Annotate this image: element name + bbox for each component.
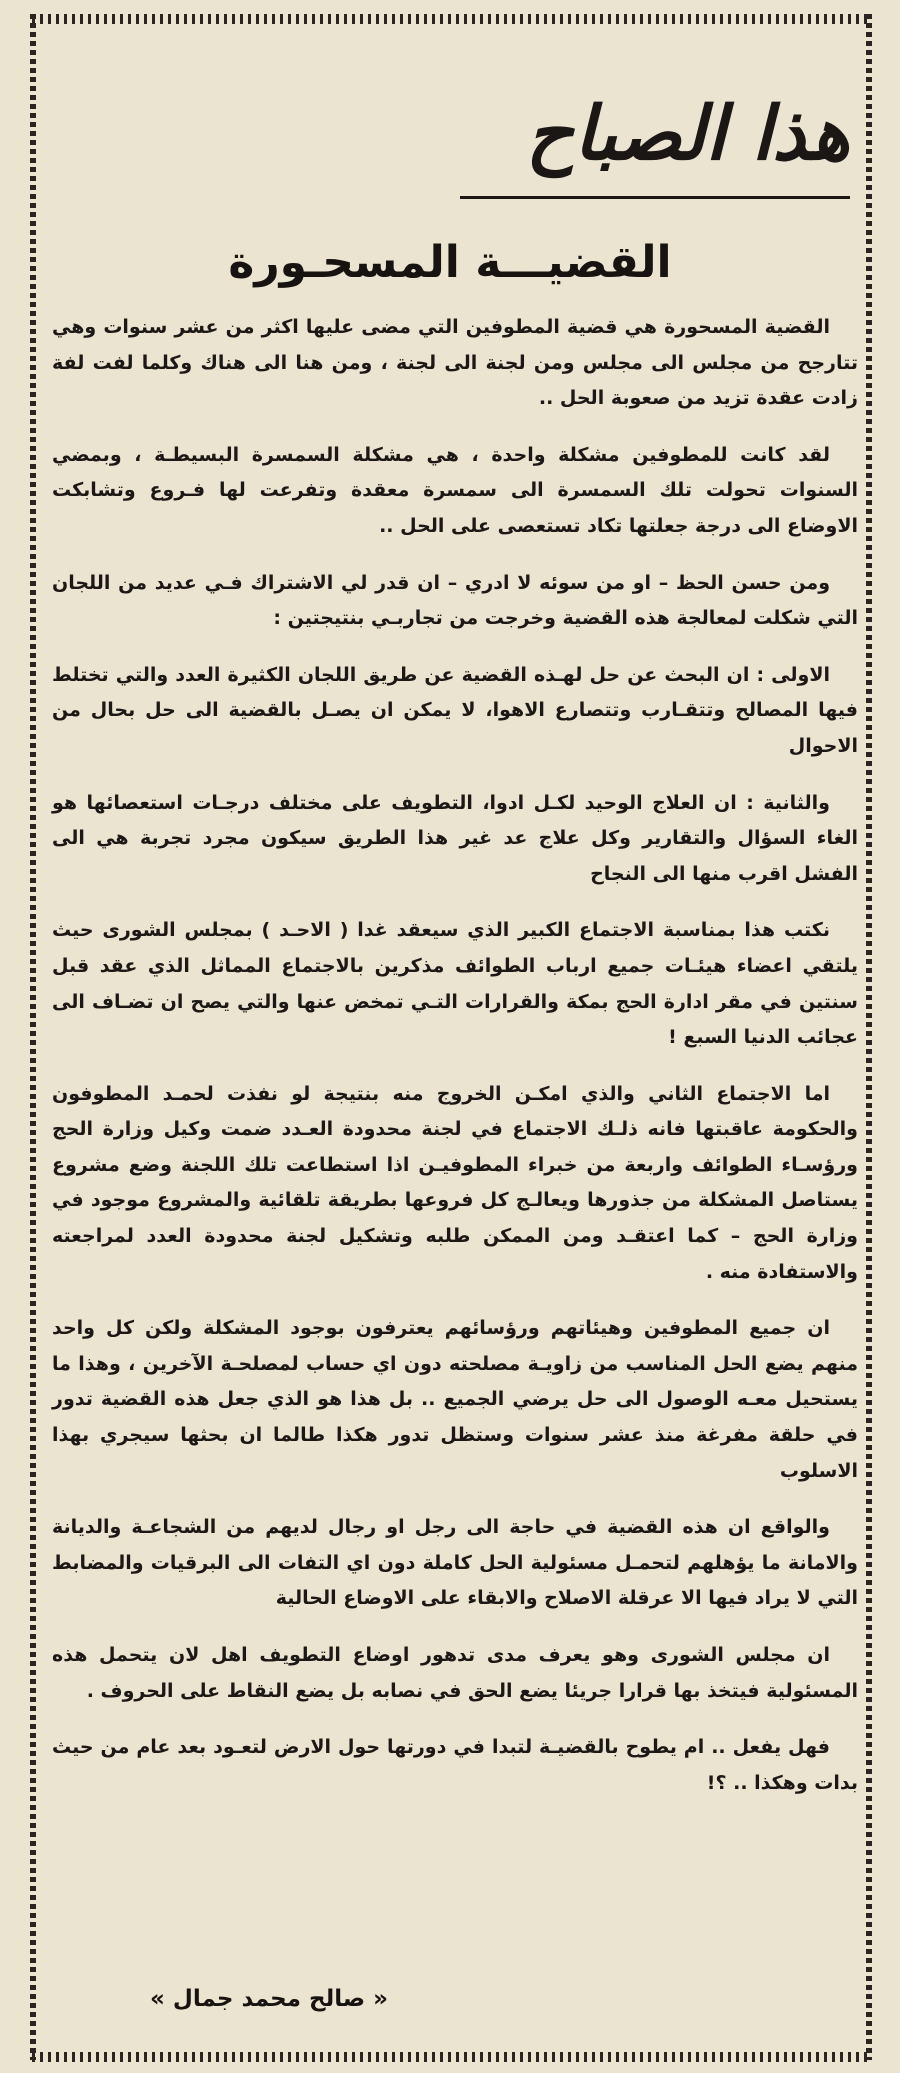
- article-headline: القضيـــة المسحـورة: [228, 237, 672, 288]
- dotted-border-bottom: [32, 2052, 868, 2062]
- dotted-border-top: [32, 14, 868, 24]
- masthead-underline: [460, 196, 850, 199]
- article-paragraph: لقد كانت للمطوفين مشكلة واحدة ، هي مشكلة السمسرة البسيطـة ، وبمضي السنوات تحولت تلك السمسرة الى سمسرة معقدة وتفرعت لها فـروع وتشابكت الاوضاع الى درجة جعلتها تكاد تستعصى على الحل ..: [52, 443, 858, 537]
- column-masthead: [440, 78, 850, 208]
- article-paragraph: والواقع ان هذه القضية في حاجة الى رجل او رجال لديهم من الشجاعـة والديانة والامانة ما يؤهلهم لتحمـل مسئولية الحل كاملة دون اي التفات الى البرقيات والمضابط التي لا يراد فيها الا عرقلة الاصلاح والابقاء على الاوضاع الحالية: [52, 1516, 858, 1610]
- masthead-title: هذا الصباح: [525, 91, 850, 177]
- article-paragraph: اما الاجتماع الثاني والذي امكـن الخروج منه بنتيجة لو نفذت لحمـد المطوفون والحكومة عاقبتها فانه ذلـك الاجتماع في لجنة محدودة العـدد ضمت وكيل وزارة الحج ورؤسـاء الطوائف واربعة من خبراء المطوفيـن اذا استطاعت تلك اللجنة وضع مشروع يستاصل المشكلة من جذورها ويعالـج كل فروعها بطريقة تلقائية والمشروع موجود في وزارة الحج – كما اعتقـد ومن الممكن طلبه وتشكيل لجنة محدودة العدد لمراجعته والاستفادة منه .: [52, 1082, 858, 1283]
- author-signature: « صالح محمد جمال »: [150, 1986, 388, 2012]
- article-paragraph: ان جميع المطوفين وهيئاتهم ورؤسائهم يعترفون بوجود المشكلة ولكن كل واحد منهم يضع الحل المناسب من زاويـة مصلحته دون اي حساب لمصلحـة الآخرين ، وهذا ما يستحيل معـه الوصول الى حل يرضي الجميع .. بل هذا هو الذي جعل هذه القضية تدور في حلقة مفرغة منذ عشر سنوات وستظل تدور هكذا طالما ان بحثها سيجري بهذا الاسلوب: [52, 1317, 858, 1482]
- article-paragraph: ومن حسن الحظ – او من سوئه لا ادري – ان قدر لي الاشتراك فـي عديد من اللجان التي شكلت لمعالجة هذه القضية وخرجت من تجاربـي بنتيجتين :: [52, 571, 858, 630]
- dotted-border-right: [866, 14, 872, 2060]
- article-paragraph: الاولى : ان البحث عن حل لهـذه القضية عن طريق اللجان الكثيرة العدد والتي تختلط فيها المصالح وتتقـارب وتتصارع الاهوا، لا يمكن ان يصـل بالقضية الى حل بحال من الاحوال: [52, 663, 858, 757]
- article-paragraph: والثانية : ان العلاج الوحيد لكـل ادوا، التطويف على مختلف درجـات استعصائها هو الغاء السؤال والتقارير وكل علاج عد غير هذا الطريق سيكون مجرد تجربة هي الى الفشل اقرب منها الى النجاح: [52, 791, 858, 885]
- article-paragraph: نكتب هذا بمناسبة الاجتماع الكبير الذي سيعقد غدا ( الاحـد ) بمجلس الشورى حيث يلتقي اعضاء هيئـات جميع ارباب الطوائف مذكرين بالاجتماع المماثل الذي عقد قبل سنتين في مقر ادارة الحج بمكة والقرارات التـي تمخض عنها والتي يصح ان تضـاف الى عجائب الدنيا السبع !: [52, 919, 858, 1049]
- dotted-border-left: [30, 14, 36, 2060]
- article-paragraph: فهل يفعل .. ام يطوح بالقضيـة لتبدا في دورتها حول الارض لتعـود بعد عام من حيث بدات وهكذا .. ؟!: [52, 1736, 858, 1794]
- article-paragraph: ان مجلس الشورى وهو يعرف مدى تدهور اوضاع التطويف اهل لان يتحمل هذه المسئولية فيتخذ بها قرارا جريئا يضع الحق في نصابه بل يضع النقاط على الحروف .: [52, 1644, 858, 1702]
- article-paragraph: القضية المسحورة هي قضية المطوفين التي مضى عليها اكثر من عشر سنوات وهي تتارجح من مجلس الى مجلس ومن لجنة الى لجنة ، ومن هنا الى هناك وكلما لفت لفة زادت عقدة تزيد من صعوبة الحل ..: [52, 316, 858, 410]
- article-body: [52, 310, 858, 1801]
